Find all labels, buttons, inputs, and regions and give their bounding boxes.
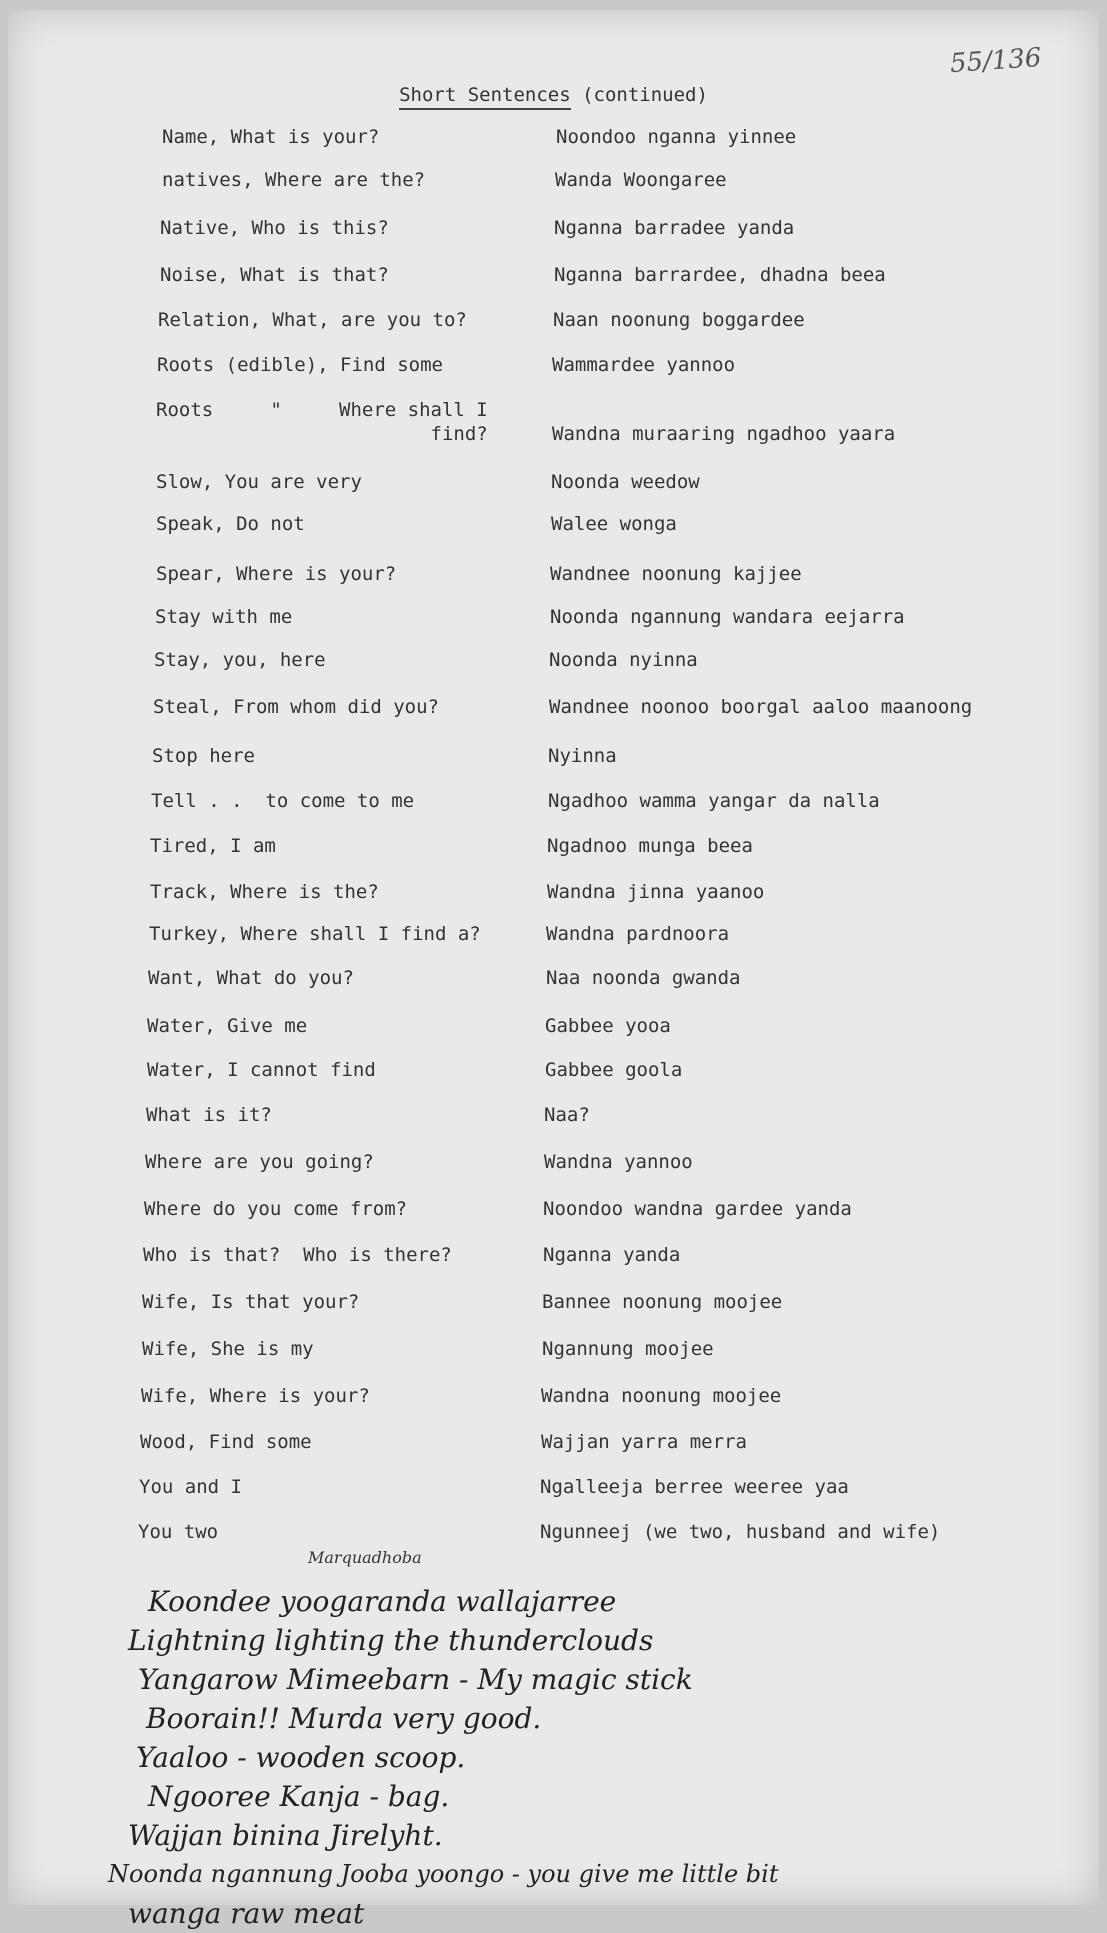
sentence-row — [8, 1384, 1099, 1428]
sentence-row — [8, 1430, 1099, 1474]
aboriginal-translation: Ngadhoo wamma yangar da nalla — [548, 790, 880, 812]
aboriginal-translation: Gabbee yooa — [545, 1015, 671, 1037]
aboriginal-translation: Gabbee goola — [545, 1059, 683, 1081]
english-phrase: Water, I cannot find — [147, 1059, 376, 1081]
sentence-row — [8, 648, 1099, 692]
sentence-row — [8, 1520, 1099, 1564]
aboriginal-translation: Nyinna — [548, 745, 617, 767]
sentence-row — [8, 922, 1099, 966]
sentence-row — [8, 1058, 1099, 1102]
english-phrase: What is it? — [146, 1104, 272, 1126]
sentence-row — [8, 1150, 1099, 1194]
aboriginal-translation: Noonda ngannung wandara eejarra — [550, 606, 905, 628]
english-phrase: Where are you going? — [145, 1151, 374, 1173]
english-phrase: Stop here — [152, 745, 255, 767]
aboriginal-translation: Wandna jinna yaanoo — [547, 881, 765, 903]
aboriginal-translation: Wajjan yarra merra — [541, 1431, 747, 1453]
aboriginal-translation: Nganna barrardee, dhadna beea — [554, 264, 886, 286]
aboriginal-translation: Naan noonung boggardee — [553, 309, 805, 331]
sentence-row — [8, 308, 1099, 352]
english-phrase: Noise, What is that? — [160, 264, 389, 286]
english-phrase: Roots " Where shall I find? — [156, 399, 488, 445]
handwritten-line: Noonda ngannung Jooba yoongo - you give me little bit — [108, 1860, 779, 1888]
sentence-row — [8, 1197, 1099, 1241]
document-sheet — [8, 10, 1099, 1930]
aboriginal-translation: Ngadnoo munga beea — [547, 835, 753, 857]
aboriginal-translation: Wammardee yannoo — [552, 354, 736, 376]
page-title — [8, 84, 1099, 106]
sentence-row — [8, 353, 1099, 397]
aboriginal-translation: Noondoo wandna gardee yanda — [543, 1198, 852, 1220]
english-phrase: Relation, What, are you to? — [158, 309, 467, 331]
sentence-row — [8, 470, 1099, 514]
aboriginal-translation: Naa noonda gwanda — [546, 967, 741, 989]
english-phrase: Stay with me — [155, 606, 293, 628]
english-phrase: Tired, I am — [150, 835, 276, 857]
sentence-row — [8, 789, 1099, 833]
handwritten-line: Ngooree Kanja - bag. — [148, 1780, 450, 1813]
aboriginal-translation: Walee wonga — [551, 513, 677, 535]
sentence-row — [8, 605, 1099, 649]
sentence-row — [8, 1290, 1099, 1334]
english-phrase: Track, Where is the? — [150, 881, 379, 903]
english-phrase: Wife, Is that your? — [142, 1291, 360, 1313]
handwritten-line: wanga raw meat — [128, 1897, 365, 1930]
english-phrase: Wife, She is my — [142, 1338, 314, 1360]
english-phrase: Tell . . to come to me — [151, 790, 415, 812]
aboriginal-translation: Wandna yannoo — [544, 1151, 693, 1173]
english-phrase: Steal, From whom did you? — [153, 696, 439, 718]
sentence-row — [8, 216, 1099, 260]
sentence-row — [8, 398, 1099, 445]
english-phrase: You two — [138, 1521, 219, 1543]
sentence-row — [8, 562, 1099, 606]
sentence-row — [8, 966, 1099, 1010]
english-phrase: Native, Who is this? — [160, 217, 389, 239]
english-phrase: Roots (edible), Find some — [157, 354, 443, 376]
english-phrase: Water, Give me — [147, 1015, 308, 1037]
title-suffix: (continued) — [570, 84, 708, 106]
aboriginal-translation: Wandnee noonung kajjee — [550, 563, 802, 585]
english-phrase: Slow, You are very — [156, 471, 362, 493]
sentence-row — [8, 880, 1099, 924]
aboriginal-translation: Noonda weedow — [551, 471, 700, 493]
english-phrase: Stay, you, here — [154, 649, 326, 671]
sentence-row — [8, 1337, 1099, 1381]
aboriginal-translation: Bannee noonung moojee — [542, 1291, 783, 1313]
aboriginal-translation: Wandna muraaring ngadhoo yaara — [552, 423, 896, 445]
handwritten-line: Lightning lighting the thunderclouds — [128, 1624, 654, 1657]
sentence-row — [8, 695, 1099, 739]
sentence-row — [8, 168, 1099, 212]
sentence-row — [8, 512, 1099, 556]
aboriginal-translation: Ngunneej (we two, husband and wife) — [540, 1521, 941, 1543]
aboriginal-translation: Nganna yanda — [543, 1244, 681, 1266]
sentence-row — [8, 744, 1099, 788]
aboriginal-translation: Nganna barradee yanda — [554, 217, 795, 239]
english-phrase: Speak, Do not — [156, 513, 305, 535]
english-phrase: natives, Where are the? — [162, 169, 426, 191]
handwritten-line: Yaaloo - wooden scoop. — [136, 1741, 466, 1774]
sentence-row — [8, 1014, 1099, 1058]
aboriginal-translation: Wandnee noonoo boorgal aaloo maanoong — [549, 696, 973, 718]
english-phrase: Wife, Where is your? — [141, 1385, 370, 1407]
title-main: Short Sentences — [399, 84, 571, 110]
sentence-row — [8, 1103, 1099, 1147]
sentence-row — [8, 834, 1099, 878]
aboriginal-translation: Wandna noonung moojee — [541, 1385, 782, 1407]
page-number: 55/136 — [948, 42, 1042, 80]
english-phrase: Name, What is your? — [162, 126, 380, 148]
english-phrase: Spear, Where is your? — [156, 563, 397, 585]
aboriginal-translation: Noonda nyinna — [549, 649, 698, 671]
handwritten-line: Wajjan binina Jirelyht. — [128, 1819, 443, 1852]
handwritten-margin-note: Marquadhoba — [308, 1548, 422, 1567]
english-phrase: Turkey, Where shall I find a? — [149, 923, 481, 945]
handwritten-line: Boorain!! Murda very good. — [146, 1702, 542, 1735]
handwritten-line: Koondee yoogaranda wallajarree — [148, 1585, 617, 1618]
aboriginal-translation: Ngalleeja berree weeree yaa — [540, 1476, 849, 1498]
sentence-row — [8, 125, 1099, 169]
english-phrase: You and I — [139, 1476, 242, 1498]
handwritten-line: Yangarow Mimeebarn - My magic stick — [138, 1663, 693, 1696]
sentence-row — [8, 1475, 1099, 1519]
aboriginal-translation: Wanda Woongaree — [555, 169, 727, 191]
english-phrase: Who is that? Who is there? — [143, 1244, 452, 1266]
aboriginal-translation: Wandna pardnoora — [546, 923, 730, 945]
handwritten-notes — [108, 1582, 1059, 1933]
aboriginal-translation: Ngannung moojee — [542, 1338, 714, 1360]
sentence-row — [8, 263, 1099, 307]
english-phrase: Where do you come from? — [144, 1198, 408, 1220]
aboriginal-translation: Noondoo nganna yinnee — [556, 126, 797, 148]
aboriginal-translation: Naa? — [544, 1104, 590, 1126]
sentence-row — [8, 1243, 1099, 1287]
english-phrase: Wood, Find some — [140, 1431, 312, 1453]
english-phrase: Want, What do you? — [148, 967, 354, 989]
